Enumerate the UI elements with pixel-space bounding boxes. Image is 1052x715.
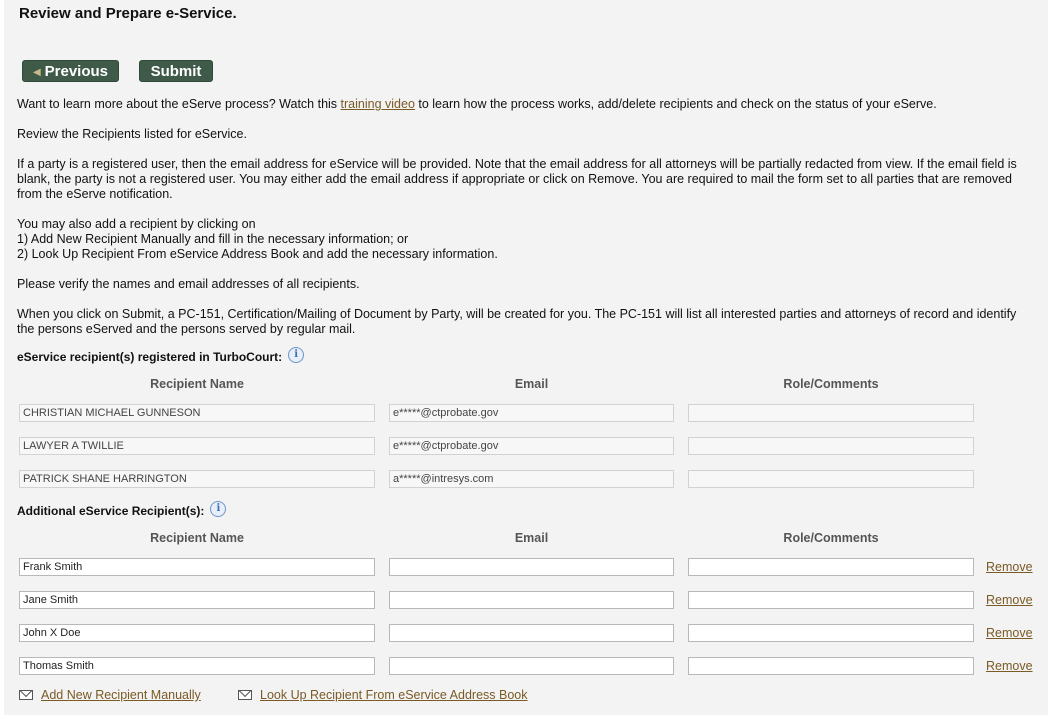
recipient-role-input[interactable]: [688, 591, 974, 609]
envelope-icon: [19, 690, 33, 700]
recipient-role-field[interactable]: [688, 437, 974, 455]
previous-button[interactable]: [22, 60, 119, 82]
add-new-recipient-link[interactable]: Add New Recipient Manually: [41, 688, 201, 702]
recipient-name-input[interactable]: Jane Smith: [19, 591, 375, 609]
recipient-name-input[interactable]: Frank Smith: [19, 558, 375, 576]
left-arrow-icon: ◀: [32, 67, 41, 78]
lookup-recipient-address-book[interactable]: [238, 688, 528, 702]
column-header-recipient-name: Recipient Name: [150, 531, 244, 545]
remove-link[interactable]: Remove: [986, 560, 1033, 574]
page: [4, 0, 1048, 715]
recipient-role-field[interactable]: [688, 470, 974, 488]
registered-recipients-heading: [17, 350, 304, 366]
add-recipient-instructions: [17, 217, 1032, 262]
recipient-email-field: e*****@ctprobate.gov: [389, 437, 674, 455]
additional-heading-text: Additional eService Recipient(s):: [17, 504, 205, 518]
training-text-post: to learn how the process works, add/delete recipients and check on the status of your eServe.: [414, 97, 937, 111]
info-icon[interactable]: i: [288, 347, 304, 363]
training-text-pre: Want to learn more about the eServe process? Watch this: [17, 97, 341, 111]
remove-link[interactable]: Remove: [986, 593, 1033, 607]
add-instructions-line: 1) Add New Recipient Manually and fill in the necessary information; or: [17, 232, 409, 246]
recipient-email-input[interactable]: [389, 624, 674, 642]
add-instructions-line: You may also add a recipient by clicking on: [17, 217, 256, 231]
column-header-email: Email: [514, 377, 549, 391]
training-video-link[interactable]: training video: [340, 97, 415, 111]
recipient-role-input[interactable]: [688, 624, 974, 642]
envelope-icon: [238, 690, 252, 700]
add-new-recipient-manually[interactable]: [19, 688, 201, 702]
recipient-name-field: LAWYER A TWILLIE: [19, 437, 375, 455]
recipient-email-field: a*****@intresys.com: [389, 470, 674, 488]
add-instructions-line: 2) Look Up Recipient From eService Address Book and add the necessary information.: [17, 247, 498, 261]
submit-button[interactable]: Submit: [139, 60, 213, 82]
column-header-role-comments: Role/Comments: [783, 531, 879, 545]
registered-heading-text: eService recipient(s) registered in TurboCourt:: [17, 350, 283, 364]
recipient-name-field: PATRICK SHANE HARRINGTON: [19, 470, 375, 488]
recipient-role-field[interactable]: [688, 404, 974, 422]
remove-link[interactable]: Remove: [986, 659, 1033, 673]
recipient-email-input[interactable]: [389, 591, 674, 609]
column-header-recipient-name: Recipient Name: [150, 377, 244, 391]
previous-label: Previous: [44, 63, 109, 80]
column-header-email: Email: [514, 531, 549, 545]
recipient-name-input[interactable]: Thomas Smith: [19, 657, 375, 675]
additional-recipients-heading: [17, 504, 226, 520]
remove-link[interactable]: Remove: [986, 626, 1033, 640]
column-header-role-comments: Role/Comments: [783, 377, 879, 391]
recipient-name-input[interactable]: John X Doe: [19, 624, 375, 642]
recipient-email-field: e*****@ctprobate.gov: [389, 404, 674, 422]
verify-paragraph: Please verify the names and email addresses of all recipients.: [17, 277, 360, 291]
recipient-name-field: CHRISTIAN MICHAEL GUNNESON: [19, 404, 375, 422]
recipient-role-input[interactable]: [688, 558, 974, 576]
review-paragraph: Review the Recipients listed for eService.: [17, 127, 247, 141]
page-title: Review and Prepare e-Service.: [19, 5, 237, 22]
recipient-role-input[interactable]: [688, 657, 974, 675]
lookup-recipient-link[interactable]: Look Up Recipient From eService Address Book: [260, 688, 528, 702]
training-paragraph: [17, 97, 1032, 112]
recipient-email-input[interactable]: [389, 657, 674, 675]
registered-note-paragraph: If a party is a registered user, then the email address for eService will be provided. Note that the email address for all attorneys will be partially redacted from view. If the email field is blank, the party is not a registered user. You may either add the email address if appropriate or click on Remove. You are required to mail the form set to all parties that are removed from the eServe notification.: [17, 157, 1017, 201]
submit-note-paragraph: When you click on Submit, a PC-151, Certification/Mailing of Document by Party, will be created for you. The PC-151 will list all interested parties and attorneys of record and identify the persons eServed and the persons served by regular mail.: [17, 307, 1017, 336]
recipient-email-input[interactable]: [389, 558, 674, 576]
info-icon[interactable]: i: [210, 501, 226, 517]
